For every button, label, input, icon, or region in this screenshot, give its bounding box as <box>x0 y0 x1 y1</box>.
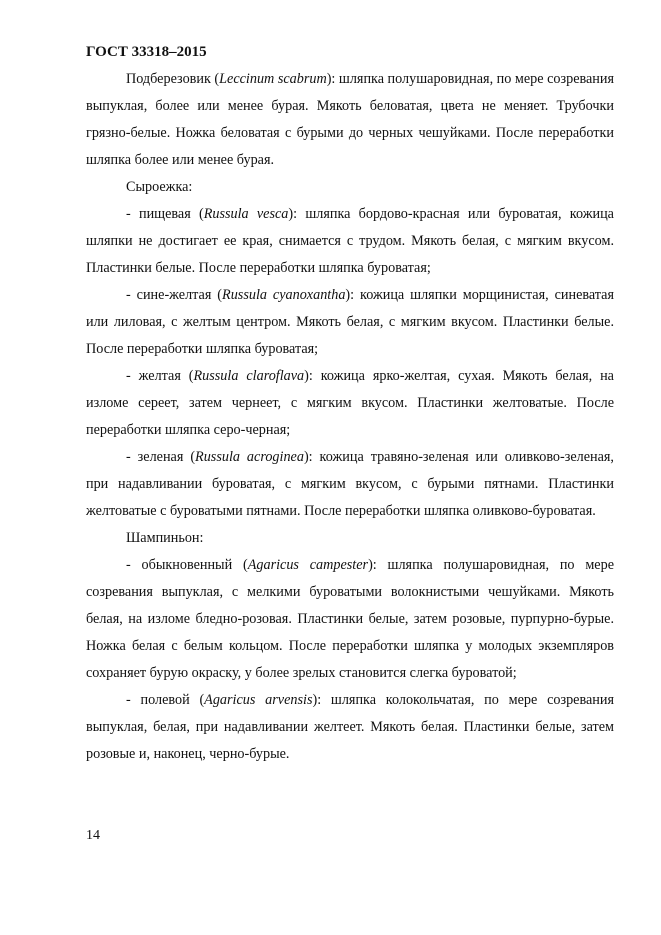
paragraph <box>86 444 614 525</box>
document-body <box>86 66 614 768</box>
species-latin-name: Agaricus arvensis <box>204 692 313 708</box>
paragraph <box>86 687 614 768</box>
paragraph-text: - желтая ( <box>126 368 194 384</box>
paragraph-text: ): шляпка полушаровидная, по мере созревания выпуклая, с мелкими буроватыми волокнистыми чешуйками. Мякоть белая, на изломе бледно-розовая. Пластинки белые, затем розовые, пурпурно-бурые. Ножка белая с белым кольцом. После переработки шляпка у молодых экземпляров сохраняет бурую окраску, у более зрелых становится слегка буроватой; <box>86 557 614 681</box>
paragraph <box>86 525 614 552</box>
species-latin-name: Russula claroflava <box>193 368 305 384</box>
species-latin-name: Leccinum scabrum <box>219 71 327 87</box>
paragraph-text: - сине-желтая ( <box>126 287 223 303</box>
paragraph-text: - зеленая ( <box>126 449 196 465</box>
paragraph-text: Подберезовик ( <box>126 71 220 87</box>
paragraph <box>86 363 614 444</box>
paragraph-text: ): кожица ярко-желтая, сухая. Мякоть белая, на изломе сереет, затем чернеет, с мягким вкусом. Пластинки желтоватые. После переработки шляпка серо-черная; <box>86 368 614 438</box>
paragraph <box>86 66 614 174</box>
paragraph-text: ): шляпка колокольчатая, по мере созревания выпуклая, белая, при надавливании желтеет. Мякоть белая. Пластинки белые, затем розовые и, наконец, черно-бурые. <box>86 692 614 762</box>
paragraph-text: - пищевая ( <box>126 206 204 222</box>
paragraph-text: ): кожица травяно-зеленая или оливково-зеленая, при надавливании буроватая, с мягким вкусом, с бурыми пятнами. Пластинки желтоватые с буроватыми пятнами. После переработки шляпка оливково-буроватая. <box>86 449 614 519</box>
paragraph-text: ): шляпка бордово-красная или буроватая, кожица шляпки не достигает ее края, снимается с трудом. Мякоть белая, с мягким вкусом. Пластинки белые. После переработки шляпка буроватая; <box>86 206 614 276</box>
species-latin-name: Russula vesca <box>203 206 289 222</box>
species-latin-name: Russula cyanoxantha <box>222 287 346 303</box>
page-number: 14 <box>86 828 100 843</box>
species-latin-name: Russula acroginea <box>195 449 304 465</box>
paragraph-text: - обыкновенный ( <box>126 557 248 573</box>
paragraph-text: ): кожица шляпки морщинистая, синеватая или лиловая, с желтым центром. Мякоть белая, с мягким вкусом. Пластинки белые. После переработки шляпка буроватая; <box>86 287 615 357</box>
paragraph <box>86 174 614 201</box>
species-latin-name: Agaricus campester <box>247 557 369 573</box>
paragraph <box>86 552 614 687</box>
paragraph-text: Шампиньон: <box>126 530 204 546</box>
paragraph-text: ): шляпка полушаровидная, по мере созревания выпуклая, более или менее бурая. Мякоть беловатая, цвета не меняет. Трубочки грязно-белые. Ножка беловатая с бурыми до черных чешуйками. После переработки шляпка более или менее бурая. <box>86 71 615 168</box>
paragraph <box>86 201 614 282</box>
paragraph-text: - полевой ( <box>126 692 205 708</box>
paragraph-text: Сыроежка: <box>126 179 193 195</box>
paragraph <box>86 282 614 363</box>
document-header: ГОСТ 33318–2015 <box>86 44 207 60</box>
